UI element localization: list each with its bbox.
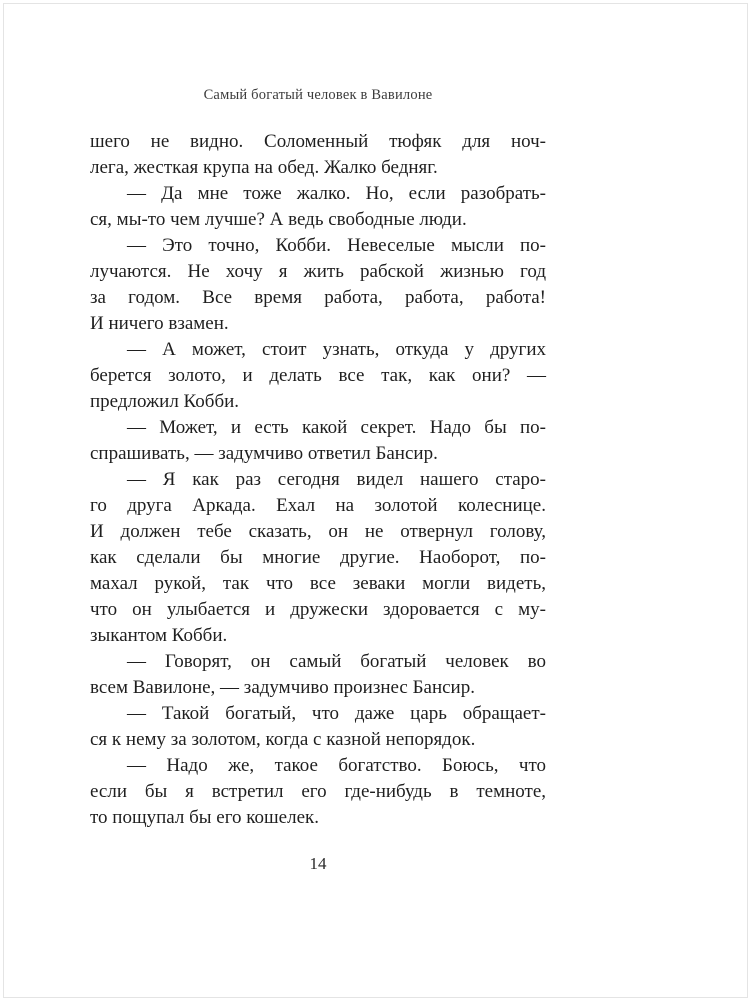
text-line: если бы я встретил его где-нибудь в темноте, bbox=[90, 781, 546, 802]
page-number: 14 bbox=[309, 854, 327, 873]
text-line: что он улыбается и дружески здоровается с му- bbox=[90, 599, 546, 620]
text-line: берется золото, и делать все так, как они? — bbox=[90, 365, 546, 386]
text-line: лега, жесткая крупа на обед. Жалко бедняг. bbox=[90, 157, 438, 178]
running-title: Самый богатый человек в Вавилоне bbox=[203, 87, 433, 103]
paragraph bbox=[90, 337, 546, 415]
text-line: махал рукой, так что все зеваки могли видеть, bbox=[90, 573, 546, 594]
text-line: лучаются. Не хочу я жить рабской жизнью год bbox=[90, 261, 546, 282]
text-line: — Надо же, такое богатство. Боюсь, что bbox=[127, 755, 546, 776]
text-line: спрашивать, — задумчиво ответил Бансир. bbox=[90, 443, 438, 464]
text-line: всем Вавилоне, — задумчиво произнес Бансир. bbox=[90, 677, 475, 698]
text-line: — Может, и есть какой секрет. Надо бы по- bbox=[127, 417, 546, 438]
paragraph bbox=[90, 181, 546, 233]
text-line: зыкантом Кобби. bbox=[90, 625, 228, 646]
text-line: ся, мы-то чем лучше? А ведь свободные люди. bbox=[90, 209, 467, 230]
text-line: за годом. Все время работа, работа, работа! bbox=[90, 287, 546, 308]
text-line: И ничего взамен. bbox=[90, 313, 229, 334]
text-line: — А может, стоит узнать, откуда у других bbox=[127, 339, 546, 360]
paragraph bbox=[90, 753, 546, 831]
paragraph bbox=[90, 701, 546, 753]
text-line: предложил Кобби. bbox=[90, 391, 240, 412]
text-line: — Я как раз сегодня видел нашего старо- bbox=[127, 469, 546, 490]
text-line: — Такой богатый, что даже царь обращает- bbox=[127, 703, 546, 724]
text-line: то пощупал бы его кошелек. bbox=[90, 807, 320, 828]
paragraph bbox=[90, 415, 546, 467]
text-line: И должен тебе сказать, он не отвернул голову, bbox=[90, 521, 546, 542]
paragraph bbox=[90, 129, 546, 181]
text-line: го друга Аркада. Ехал на золотой колеснице. bbox=[90, 495, 546, 516]
text-line: шего не видно. Соломенный тюфяк для ноч- bbox=[90, 131, 546, 152]
text-body bbox=[90, 129, 546, 831]
paragraph bbox=[90, 467, 546, 649]
text-line: — Да мне тоже жалко. Но, если разобрать- bbox=[127, 183, 546, 204]
paragraph bbox=[90, 233, 546, 337]
text-line: — Говорят, он самый богатый человек во bbox=[127, 651, 546, 672]
text-line: как сделали бы многие другие. Наоборот, по- bbox=[90, 547, 546, 568]
text-line: — Это точно, Кобби. Невеселые мысли по- bbox=[127, 235, 546, 256]
text-line: ся к нему за золотом, когда с казной непорядок. bbox=[90, 729, 476, 750]
paragraph bbox=[90, 649, 546, 701]
